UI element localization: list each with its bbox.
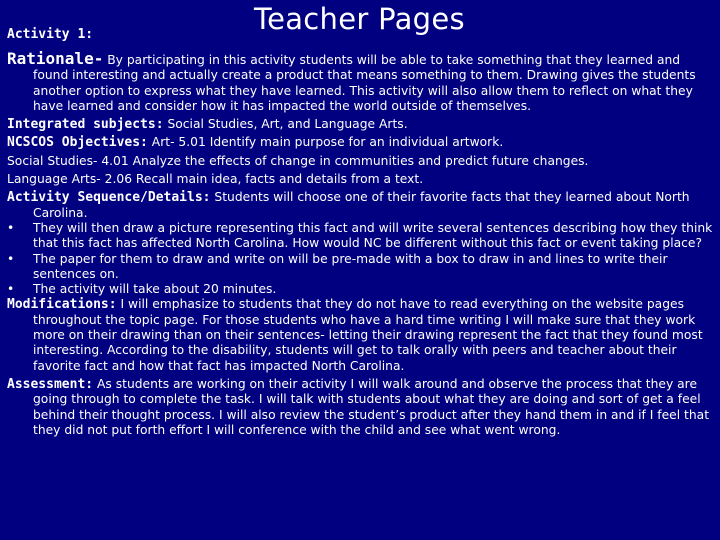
modifications-section: [7, 297, 719, 373]
slide-body: [7, 51, 719, 438]
ncscos-label: NCSCOS Objectives:: [7, 135, 148, 151]
bullet-icon: •: [7, 251, 15, 266]
rationale-text: By participating in this activity students will be able to take something that they learned and found interesting and actually create a product that means something to them. Drawing gives the students another option to express what they have learned. This activity will also allow them to reflect on what they have learned and consider how it has impacted the world outside of themselves.: [33, 53, 696, 113]
modifications-label: Modifications:: [7, 297, 117, 313]
sequence-intro: Students will choose one of their favorite facts that they learned about North Carolina.: [33, 190, 690, 220]
integrated-text: Social Studies, Art, and Language Arts.: [163, 117, 408, 132]
ncscos-language-arts: Language Arts- 2.06 Recall main idea, facts and details from a text.: [7, 172, 424, 187]
activity-label: Activity 1:: [7, 27, 94, 42]
integrated-label: Integrated subjects:: [7, 117, 164, 133]
list-item: [7, 282, 719, 297]
sequence-section: [7, 190, 719, 221]
ncscos-art-text: Art- 5.01 Identify main purpose for an individual artwork.: [147, 135, 504, 150]
list-item: [7, 252, 719, 283]
ncscos-social-studies: Social Studies- 4.01 Analyze the effects of change in communities and predict future changes.: [7, 153, 589, 168]
sequence-item-1: They will then draw a picture representing this fact and will write several sentences describing how they think that this fact has affected North Carolina. How would NC be different without this fact or event taking place?: [33, 220, 713, 251]
rationale-label: Rationale-: [7, 49, 104, 68]
bullet-icon: •: [7, 220, 15, 235]
page-title: Teacher Pages: [254, 2, 465, 36]
bullet-icon: •: [7, 282, 15, 297]
integrated-section: [7, 117, 719, 132]
ncscos-section: [7, 135, 719, 150]
rationale-section: [7, 51, 719, 114]
modifications-text: I will emphasize to students that they do not have to read everything on the website pages throughout the topic page. For those students who have a hard time writing I will make sure that they work more on their drawing than on their sentences- letting their drawing represent the fact that they found most interesting. According to the disability, students will get to talk orally with peers and teacher about their favorite fact and how that fact has impacted North Carolina.: [33, 297, 703, 373]
sequence-label: Activity Sequence/Details:: [7, 190, 211, 206]
assessment-label: Assessment:: [7, 376, 94, 392]
assessment-text: As students are working on their activity I will walk around and observe the process that they are going through to complete the task. I will talk with students about what they are doing and sort of get a feel behind their thought process. I will also review the student’s product after they hand them in and if I feel that they did not put forth effort I will conference with the child and see what went wrong.: [33, 376, 710, 437]
sequence-item-2: The paper for them to draw and write on will be pre-made with a box to draw in and lines to write their sentences on.: [33, 251, 668, 281]
sequence-item-3: The activity will take about 20 minutes.: [33, 282, 277, 297]
list-item: [7, 221, 719, 252]
assessment-section: [7, 377, 719, 438]
